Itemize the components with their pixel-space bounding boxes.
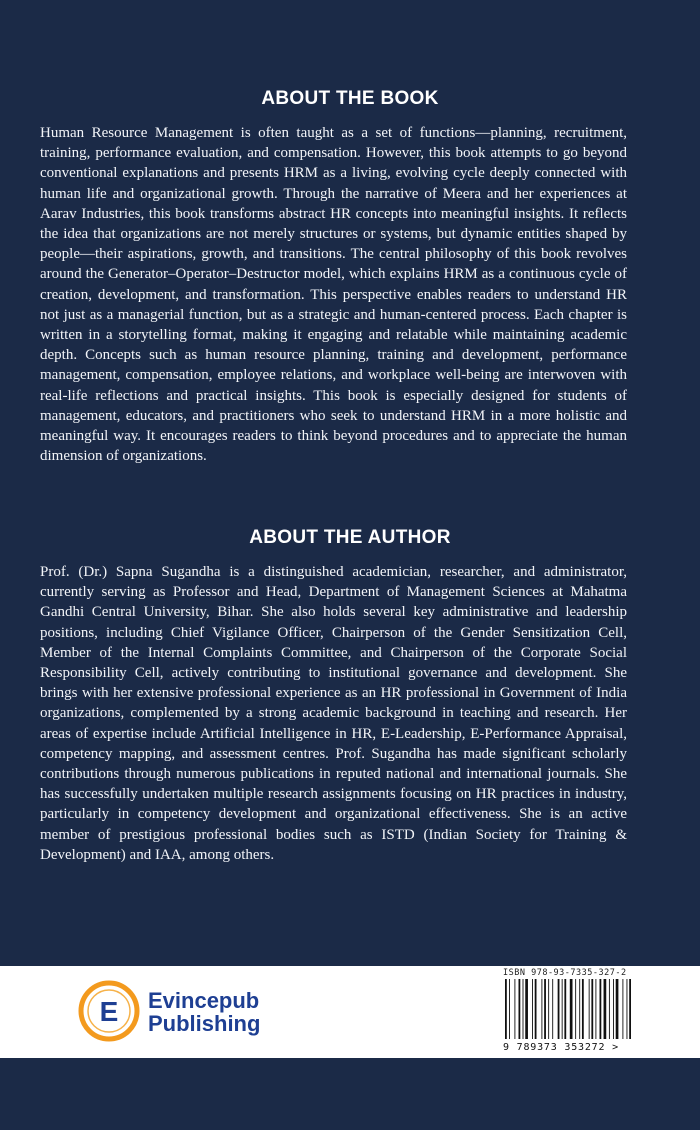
e-circle-logo-icon [78, 980, 140, 1042]
barcode-bar [514, 979, 515, 1039]
barcode-bar [558, 979, 560, 1039]
barcode-bar [627, 979, 628, 1039]
barcode-bar [519, 979, 521, 1039]
about-book-heading: ABOUT THE BOOK [261, 88, 439, 109]
barcode-bar [523, 979, 524, 1039]
barcode-bar [535, 979, 537, 1039]
barcode-bar [622, 979, 623, 1039]
barcode-bar [629, 979, 631, 1039]
barcode-bar [570, 979, 573, 1039]
barcode-bar [609, 979, 610, 1039]
barcode-bar [595, 979, 596, 1039]
barcode-bar [509, 979, 510, 1039]
barcode-bar [604, 979, 607, 1039]
barcode-bar [544, 979, 546, 1039]
barcode-bar [591, 979, 593, 1039]
barcode-bar [532, 979, 533, 1039]
publisher-name-line2: Publishing [148, 1011, 261, 1036]
barcode-bar [525, 979, 528, 1039]
barcode-bar [582, 979, 584, 1039]
about-book-text: Human Resource Management is often taught as a set of functions—planning, recruitment, training, performance evaluation, and compensation. However, this book attempts to go beyond conventional explanations and presents HRM as a living, evolving cycle deeply connected with human life and organizational growth. Through the narrative of Meera and her experiences at Aarav Industries, this book transforms abstract HR concepts into meaningful insights. It reflects the idea that organizations are not merely structures or systems, but dynamic entities shaped by people—their aspirations, growth, and transitions. The central philosophy of this book revolves around the Generator–Operator–Destructor model, which explains HRM as a continuous cycle of creation, development, and transformation. This perspective enables readers to understand HR not just as a managerial function, but as a strategic and human-centered process. Each chapter is written in a storytelling format, making it engaging and relatable while maintaining academic depth. Concepts such as human resource planning, training and development, performance management, compensation, employee relations, and workplace well-being are interwoven with real-life reflections and practical insights. This book is especially designed for students of management, educators, and practitioners who seek to understand HRM in a more holistic and meaningful way. It encourages readers to think beyond procedures and to appreciate the human dimension of organizations. [40, 125, 627, 465]
barcode-bar [579, 979, 580, 1039]
publisher-footer [0, 966, 700, 1058]
isbn-barcode [503, 968, 673, 1056]
barcode-bar [505, 979, 507, 1039]
barcode-bar [541, 979, 542, 1039]
barcode-bar [600, 979, 602, 1039]
barcode-bar [564, 979, 566, 1039]
barcode-bar [562, 979, 563, 1039]
isbn-label: ISBN 978-93-7335-327-2 [503, 968, 627, 978]
barcode-bar [552, 979, 553, 1039]
barcode-bar [575, 979, 576, 1039]
barcode-bar [613, 979, 614, 1039]
svg-text:E: E [99, 996, 119, 1027]
barcode-bar [589, 979, 590, 1039]
barcode-bar [548, 979, 549, 1039]
barcode-bar [616, 979, 619, 1039]
publisher-logo [78, 980, 261, 1042]
about-author-text: Prof. (Dr.) Sapna Sugandha is a distinguished academician, researcher, and administrator, currently serving as Professor and Head, Department of Management Sciences at Mahatma Gandhi Central University, Bihar. She also holds several key administrative and leadership positions, including Chief Vigilance Officer, Chairperson of the Gender Sensitization Cell, Member of the Internal Complaints Committee, and Chairperson of the Corporate Social Responsibility Cell, actively contributing to institutional governance and development. She brings with her extensive professional experience as an HR professional in Government of India organizations, complemented by a strong academic background in teaching and research. Her areas of expertise include Artificial Intelligence in HR, E-Leadership, E-Performance Appraisal, competency mapping, and assessment centres. Prof. Sugandha has made significant scholarly contributions through numerous publications in reputed national and international journals. She has successfully undertaken multiple research assignments focusing on HR practices in industry, particularly in competency development and organizational effectiveness. She is an active member of prestigious professional bodies such as ISTD (Indian Society for Training & Development) and IAA, among others. [40, 564, 627, 863]
barcode-bars [503, 979, 673, 1041]
publisher-name-line1: Evincepub [148, 988, 260, 1013]
barcode-digits: 9 789373 353272 > [503, 1042, 619, 1053]
about-author-heading: ABOUT THE AUTHOR [249, 527, 451, 548]
publisher-name [148, 989, 260, 1035]
